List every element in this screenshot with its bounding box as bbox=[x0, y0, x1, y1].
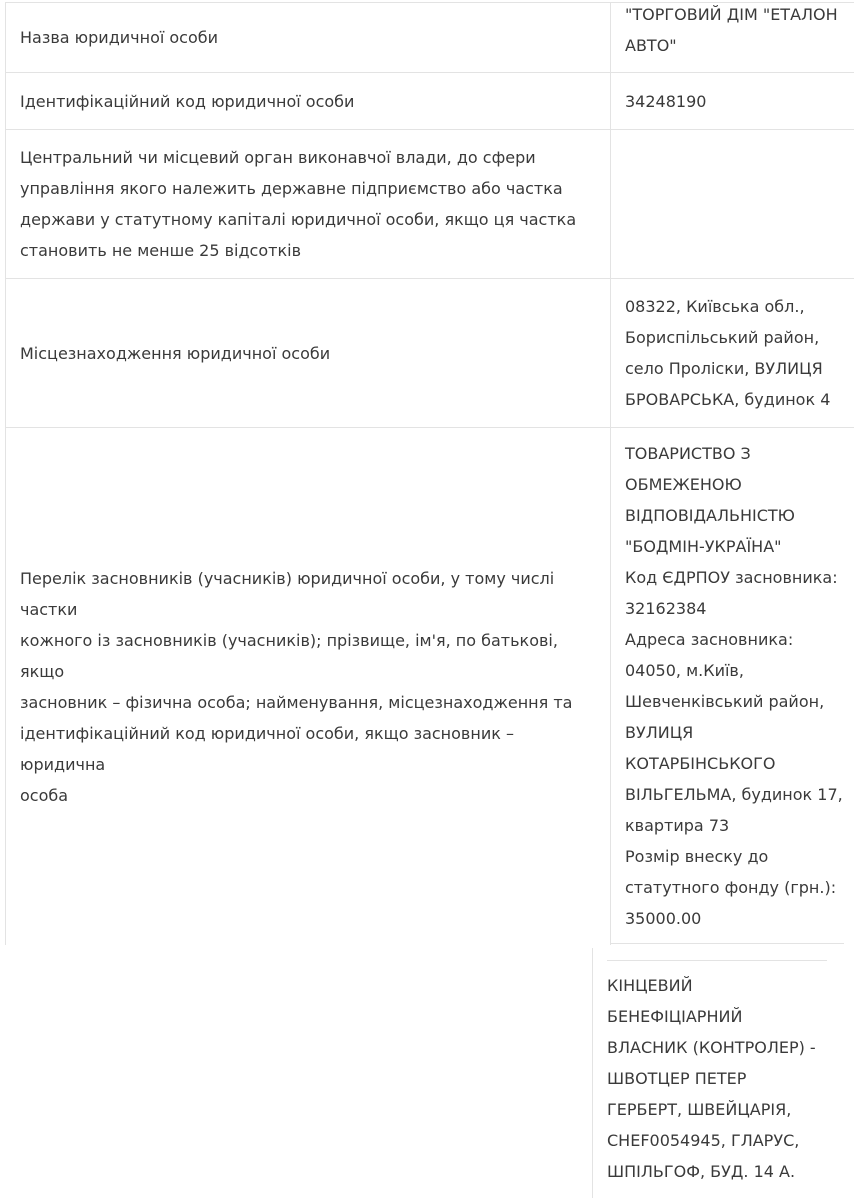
row-value bbox=[611, 0, 854, 72]
table-row-authority bbox=[5, 130, 854, 279]
label-identification-code: Ідентифікаційний код юридичної особи bbox=[20, 91, 355, 111]
row-value bbox=[611, 130, 854, 278]
value-founders: ТОВАРИСТВО З ОБМЕЖЕНОЮ ВІДПОВІДАЛЬНІСТЮ "БОДМІН-УКРАЇНА" Код ЄДРПОУ засновника: 32162384 Адреса засновника: 04050, м.Київ, Шевченківський район, ВУЛИЦЯ КОТАРБІНСЬКОГО ВІЛЬГЕЛЬМА, будинок 17, квартира 73 Розмір внеску до статутного фонду (грн.): 35000.00 bbox=[625, 443, 843, 928]
table-row-founders bbox=[5, 428, 854, 945]
row-value bbox=[611, 73, 854, 129]
row-label bbox=[5, 130, 611, 278]
founders-bottom-divider bbox=[611, 943, 844, 944]
label-location: Місцезнаходження юридичної особи bbox=[20, 343, 331, 363]
row-value bbox=[611, 279, 854, 427]
label-legal-entity-name: Назва юридичної особи bbox=[20, 28, 219, 47]
value-legal-entity-name: "ТОРГОВИЙ ДІМ "ЕТАЛОН АВТО" bbox=[625, 5, 838, 55]
row-label bbox=[5, 279, 611, 427]
label-executive-authority: Центральний чи місцевий орган виконавчої влади, до сфери управління якого належить державне підприємство або частка держави у статутному капіталі юридичної особи, якщо ця частка становить не менше 25 відсотків bbox=[20, 148, 577, 260]
value-location: 08322, Київська обл., Бориспільський район, село Пролiски, ВУЛИЦЯ БРОВАРСЬКА, будинок 4 bbox=[625, 297, 831, 409]
beneficiary-cell bbox=[592, 948, 828, 1198]
row-label bbox=[5, 428, 611, 945]
beneficiary-text: КІНЦЕВИЙ БЕНЕФІЦІАРНИЙ ВЛАСНИК (КОНТРОЛЕР) - ШВОТЦЕР ПЕТЕР ГЕРБЕРТ, ШВЕЙЦАРІЯ, CHEF0054945, ГЛАРУС, ШПІЛЬГОФ, БУД. 14 А. bbox=[607, 976, 816, 1181]
table-row-code bbox=[5, 73, 854, 130]
row-label bbox=[5, 73, 611, 129]
row-value bbox=[611, 428, 854, 945]
label-founders: Перелік засновників (учасників) юридичної особи, у тому числі частки кожного із засновників (учасників); прізвище, ім'я, по батькові, якщо засновник – фізична особа; найменування, місцезнаходження та ідентифікаційний код юридичної особи, якщо засновник – юридична особа bbox=[20, 568, 573, 805]
value-identification-code: 34248190 bbox=[625, 91, 707, 111]
registry-table bbox=[5, 2, 854, 945]
table-row-name bbox=[5, 3, 854, 73]
beneficiary-top-divider bbox=[607, 960, 827, 961]
row-label bbox=[5, 3, 611, 72]
table-row-location bbox=[5, 279, 854, 428]
